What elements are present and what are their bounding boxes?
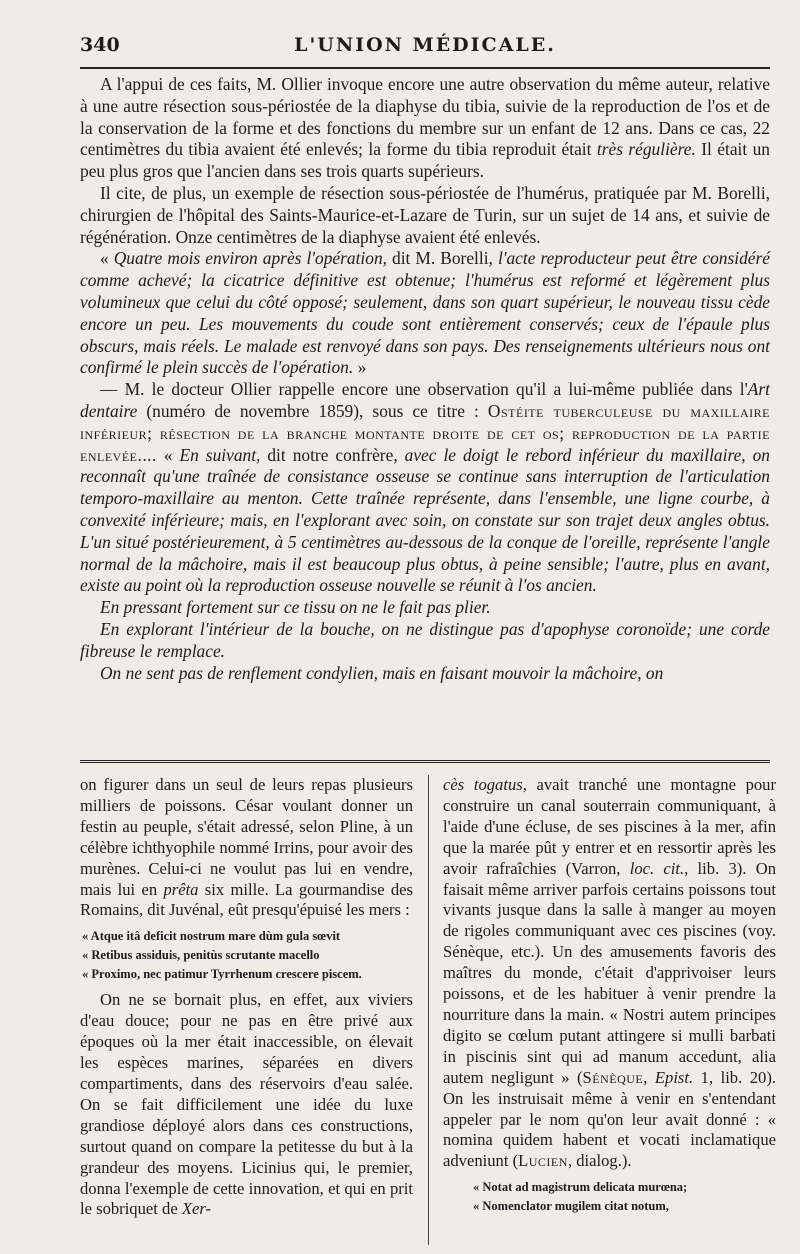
column-divider (428, 775, 429, 1245)
paragraph: on figurer dans un seul de leurs repas plusieurs milliers de poissons. César voulant donner un festin au peuple, s'était adressé, selon Pline, à un célèbre ichthyophile nommé Irrins, pour avoir des murènes. Celui-ci ne voulut pas lui en vendre, mais lui en prêta six mille. La gourmandise des Romains, dit Juvénal, eût presqu'épuisé les mers : (80, 775, 413, 920)
paragraph: On ne se bornait plus, en effet, aux viviers d'eau douce; pour ne pas en être privé aux époques où la mer était inaccessible, on élevait les espèces marines, séparées en divers compartiments, dans des réservoirs d'eau salée. On se fait difficilement une idée du luxe grandiose déployé alors dans ces constructions, surtout quand on compare la petitesse du but à la grandeur des moyens. Licinius qui, le premier, donna l'exemple de cette innovation, et qui en prit le sobriquet de Xer- (80, 990, 413, 1219)
latin-quote (473, 1178, 776, 1216)
header-rule (80, 67, 770, 69)
paragraph: En pressant fortement sur ce tissu on ne le fait pas plier. (100, 597, 491, 618)
paragraph: Il cite, de plus, un exemple de résection sous-périostée de l'humérus, pratiquée par M. Borelli, chirurgien de l'hôpital des Saints-Maurice-et-Lazare de Turin, sur un sujet de 14 ans, et suivie de régénération. Onze centimètres de la diaphyse avaient été enlevés. (80, 182, 770, 247)
latin-quote (82, 927, 413, 984)
paragraph: En explorant l'intérieur de la bouche, on ne distingue pas d'apophyse coronoïde; une corde fibreuse le remplace. (80, 618, 770, 661)
quote-line: « Notat ad magistrum delicata murœna; (473, 1180, 688, 1195)
paragraph: cès togatus, avait tranché une montagne pour construire un canal souterrain communiquant, à l'aide d'une écluse, de ses piscines à la mer, afin que la marée pût y entrer et en ressortir après les avoir rafraîchies (Varron, loc. cit., lib. 3). On faisait même arriver parfois certains poissons tout vivants jusque dans la salle à manger au moyen de rigoles communiquant avec ces piscines (voy. Sénèque, etc.). Un des amusements favoris des maîtres du monde, c'était d'apprivoiser leurs poissons, et de les habituer à venir prendre la nourriture dans la main. « Nostri autem principes digito se cœlum putant attingere si mulli barbati in piscinis sint qui ad manum accedunt, alia autem negligunt » (Sénèque, Epist. 1, lib. 20). On les instruisait même à venir en s'entendant appeler par le nom qu'on leur avait donné : « nomina quidem habent et vocati inclamatique adveniunt (Lucien, dialog.). (443, 775, 777, 1171)
quotation-paragraph: « Quatre mois environ après l'opération, dit M. Borelli, l'acte reproducteur peut être considéré comme achevé; la cicatrice définitive est obtenue; l'humérus est reformé et légèrement plus volumineux que celui du côté opposé; seulement, dans son quart supérieur, le nouveau tissu cède encore un peu. Les mouvements du coude sont entièrement conservés; ceux de l'épaule plus obscurs, mais réels. Le malade est renvoyé dans son pays. Des renseignements ultérieurs nous ont confirmé le plein succès de l'opération. » (80, 248, 770, 378)
quote-line: « Retibus assiduis, penitùs scrutante macello (82, 948, 320, 963)
article-title: Ostéite tuberculeuse du maxillaire inférieur; résection de la branche montante droite de cet os; reproduction de la partie enlevée.... (80, 400, 770, 465)
right-column (443, 775, 776, 1222)
main-text (80, 74, 770, 684)
paragraph: A l'appui de ces faits, M. Ollier invoque encore une autre observation du même auteur, relative à une autre résection sous-périostée de la diaphyse du tibia, suivie de la reproduction de l'os et de la conservation de la forme et des fonctions du membre sur un enfant de 12 ans. Dans ce cas, 22 centimètres du tibia avaient été enlevés; la forme du tibia reproduit était très régulière. Il était un peu plus gros que l'ancien dans ses trois quarts supérieurs. (80, 74, 770, 182)
left-column (80, 775, 413, 1220)
quote-line: « Proximo, nec patimur Tyrrhenum crescere piscem. (82, 967, 362, 982)
quote-line: « Atque itâ deficit nostrum mare dùm gula sœvit (82, 929, 341, 944)
page-number: 340 (80, 34, 120, 56)
paragraph: On ne sent pas de renflement condylien, mais en faisant mouvoir la mâchoire, on (100, 662, 664, 683)
page-header (80, 28, 770, 68)
section-divider (80, 760, 770, 763)
running-title: L'UNION MÉDICALE. (294, 34, 556, 56)
paragraph: — M. le docteur Ollier rappelle encore une observation qu'il a lui-même publiée dans l'Art dentaire (numéro de novembre 1859), sous ce titre : Ostéite tuberculeuse du maxillaire inférieur; résection de la branche montante droite de cet os; reproduction de la partie enlevée.... « En suivant, dit notre confrère, avec le doigt le rebord inférieur du maxillaire, on reconnaît qu'une traînée de consistance osseuse se continue sans interruption de l'articulation temporo-maxillaire au menton. Cette traînée représente, dans l'ensemble, une ligne courbe, à convexité inférieure; mais, en l'explorant avec soin, on constate sur son trajet deux angles obtus. L'un situé postérieurement, à 5 centimètres au-dessous de la conque de l'oreille, représente l'angle normal de la mâchoire, mais il est beaucoup plus obtus, à peine sensible; l'autre, plus en avant, existe au point où la reproduction osseuse nouvelle se réunit à l'os ancien. (80, 379, 770, 596)
quote-line: « Nomenclator mugilem citat notum, (473, 1199, 669, 1214)
